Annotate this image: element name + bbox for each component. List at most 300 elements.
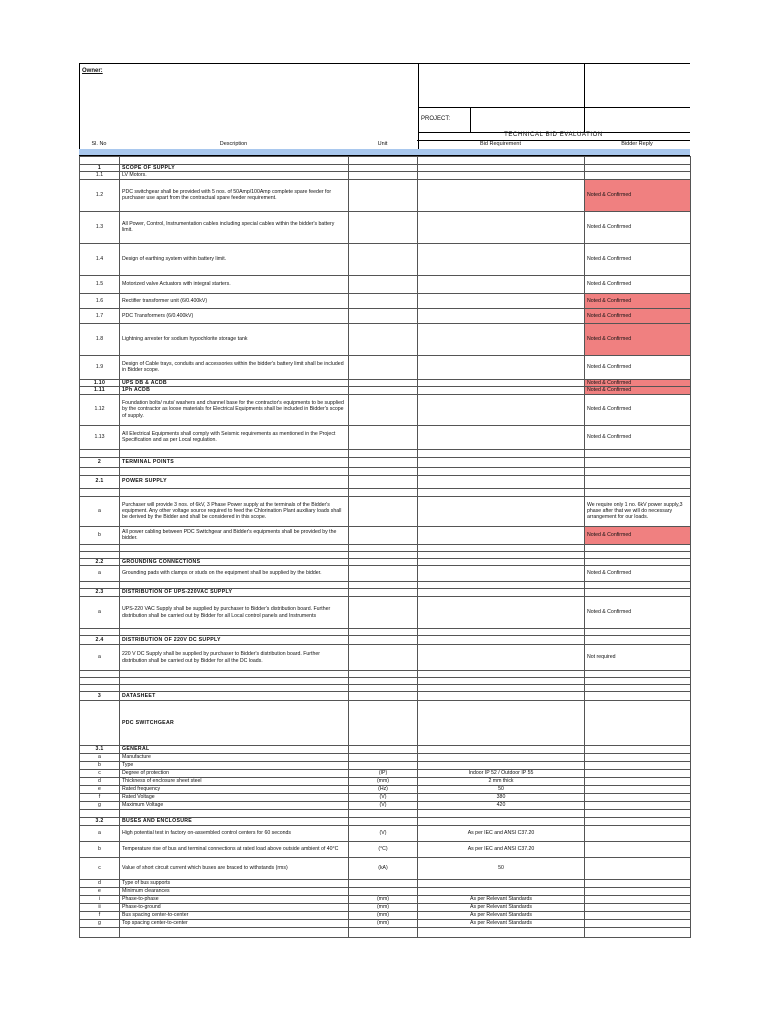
bid-requirement-cell <box>418 762 585 770</box>
bidder-reply-cell: Noted & Confirmed <box>585 425 691 449</box>
table-row <box>80 645 691 671</box>
unit-cell <box>349 692 418 701</box>
unit-cell <box>349 636 418 645</box>
bidder-reply-cell <box>585 770 691 778</box>
bidder-reply-cell <box>585 582 691 589</box>
sl-no-cell: a <box>80 754 120 762</box>
description-cell: High potential test in factory on-assembled control centers for 60 seconds <box>120 826 349 842</box>
table-row <box>80 467 691 475</box>
description-cell: All Power, Control, Instrumentation cables including special cables within the bidder's battery limit. <box>120 211 349 243</box>
bid-requirement-cell <box>418 211 585 243</box>
table-row <box>80 671 691 678</box>
description-cell: Design of Cable trays, conduits and accessories within the bidder's battery limit shall be included in Bidder scope. <box>120 355 349 379</box>
bidder-reply-cell <box>585 842 691 858</box>
sl-no-cell: 2.4 <box>80 636 120 645</box>
bid-requirement-cell <box>418 496 585 526</box>
project-label: PROJECT: <box>421 116 451 122</box>
unit-cell <box>349 425 418 449</box>
bidder-reply-cell <box>585 467 691 475</box>
sl-no-cell: 1.4 <box>80 243 120 275</box>
sl-no-cell: a <box>80 645 120 671</box>
bidder-reply-cell <box>585 629 691 636</box>
description-cell: Bus spacing center-to-center <box>120 912 349 920</box>
sl-no-cell: 1.8 <box>80 323 120 355</box>
bidder-reply-cell <box>585 685 691 692</box>
table-row <box>80 582 691 589</box>
bidder-reply-cell <box>585 880 691 888</box>
sl-no-cell: a <box>80 826 120 842</box>
bid-requirement-cell <box>418 928 585 938</box>
sl-no-cell: g <box>80 920 120 928</box>
bid-requirement-cell: As per Relevant Standards <box>418 912 585 920</box>
sl-no-cell: g <box>80 802 120 810</box>
owner-label: Owner: <box>82 68 103 74</box>
description-cell: 1Ph ACDB <box>120 387 349 394</box>
description-cell: Value of short circuit current which buses are braced to withstands (rms) <box>120 858 349 880</box>
bid-requirement-cell: 2 mm thick <box>418 778 585 786</box>
unit-cell: (kA) <box>349 858 418 880</box>
description-cell: Design of earthing system within battery limit. <box>120 243 349 275</box>
bidder-reply-cell: Noted & Confirmed <box>585 293 691 308</box>
bid-requirement-cell: As per Relevant Standards <box>418 896 585 904</box>
bid-requirement-cell <box>418 589 585 597</box>
sl-no-cell: f <box>80 912 120 920</box>
table-row <box>80 544 691 551</box>
bidder-reply-cell <box>585 544 691 551</box>
table-body <box>80 157 691 938</box>
bidder-reply-cell: Noted & Confirmed <box>585 308 691 323</box>
unit-cell <box>349 880 418 888</box>
sl-no-cell: 1.10 <box>80 379 120 386</box>
sl-no-cell <box>80 488 120 496</box>
bid-requirement-cell <box>418 475 585 488</box>
col-bid-requirement: Bid Requirement <box>480 141 521 147</box>
table-row <box>80 818 691 826</box>
bidder-reply-cell <box>585 157 691 165</box>
bid-requirement-cell <box>418 526 585 544</box>
bid-requirement-cell <box>418 888 585 896</box>
unit-cell <box>349 701 418 746</box>
bid-requirement-cell: As per Relevant Standards <box>418 904 585 912</box>
unit-cell <box>349 582 418 589</box>
table-row <box>80 323 691 355</box>
unit-cell <box>349 746 418 754</box>
table-row <box>80 449 691 457</box>
unit-cell: (V) <box>349 802 418 810</box>
sl-no-cell: c <box>80 858 120 880</box>
unit-cell <box>349 355 418 379</box>
bidder-reply-cell <box>585 746 691 754</box>
table-row <box>80 888 691 896</box>
bidder-reply-cell <box>585 678 691 685</box>
table-row <box>80 379 691 386</box>
bidder-reply-cell: Noted & Confirmed <box>585 243 691 275</box>
bid-requirement-cell: Indoor IP 52 / Outdoor IP 55 <box>418 770 585 778</box>
sl-no-cell: 3 <box>80 692 120 701</box>
description-cell: Degree of protection <box>120 770 349 778</box>
description-cell: Temperature rise of bus and terminal connections at rated load above outside ambient of 40°C <box>120 842 349 858</box>
bid-requirement-cell <box>418 467 585 475</box>
bidder-reply-cell <box>585 896 691 904</box>
bidder-reply-cell <box>585 551 691 558</box>
bid-requirement-cell <box>418 551 585 558</box>
unit-cell <box>349 394 418 425</box>
unit-cell: (IP) <box>349 770 418 778</box>
unit-cell <box>349 243 418 275</box>
unit-cell <box>349 323 418 355</box>
bid-requirement-cell: 380 <box>418 794 585 802</box>
sl-no-cell: a <box>80 566 120 582</box>
sl-no-cell <box>80 544 120 551</box>
bidder-reply-cell <box>585 802 691 810</box>
unit-cell <box>349 645 418 671</box>
bid-requirement-cell <box>418 746 585 754</box>
bid-requirement-cell: 50 <box>418 858 585 880</box>
bidder-reply-cell <box>585 589 691 597</box>
description-cell: POWER SUPPLY <box>120 475 349 488</box>
bid-requirement-cell <box>418 308 585 323</box>
table-row <box>80 928 691 938</box>
sl-no-cell: b <box>80 762 120 770</box>
sl-no-cell: 2.2 <box>80 558 120 565</box>
sl-no-cell: 1.6 <box>80 293 120 308</box>
bid-requirement-cell <box>418 692 585 701</box>
description-cell: Minimum clearances <box>120 888 349 896</box>
sl-no-cell: 1.13 <box>80 425 120 449</box>
bidder-reply-cell: Noted & Confirmed <box>585 566 691 582</box>
bidder-reply-cell: Not required <box>585 645 691 671</box>
unit-cell <box>349 475 418 488</box>
bid-requirement-cell <box>418 558 585 565</box>
unit-cell <box>349 551 418 558</box>
table-row <box>80 566 691 582</box>
bidder-reply-cell: Noted & Confirmed <box>585 394 691 425</box>
table-row <box>80 496 691 526</box>
bidder-reply-cell: Noted & Confirmed <box>585 355 691 379</box>
unit-cell <box>349 818 418 826</box>
description-cell: GROUNDING CONNECTIONS <box>120 558 349 565</box>
table-row <box>80 778 691 786</box>
bid-requirement-cell <box>418 566 585 582</box>
sl-no-cell: c <box>80 770 120 778</box>
sl-no-cell: 1.7 <box>80 308 120 323</box>
unit-cell: (mm) <box>349 920 418 928</box>
description-cell: DATASHEET <box>120 692 349 701</box>
unit-cell <box>349 211 418 243</box>
bid-requirement-cell <box>418 701 585 746</box>
table-row <box>80 526 691 544</box>
bid-requirement-cell: As per IEC and ANSI C37.20 <box>418 826 585 842</box>
sl-no-cell: 1.3 <box>80 211 120 243</box>
bidder-reply-cell <box>585 692 691 701</box>
sl-no-cell: 2.3 <box>80 589 120 597</box>
table-row <box>80 589 691 597</box>
description-cell: Grounding pads with clamps or studs on the equipment shall be supplied by the bidder. <box>120 566 349 582</box>
description-cell: LV Motors. <box>120 172 349 179</box>
description-cell <box>120 678 349 685</box>
unit-cell <box>349 379 418 386</box>
bid-requirement-cell <box>418 355 585 379</box>
table-row <box>80 762 691 770</box>
bid-requirement-cell: As per IEC and ANSI C37.20 <box>418 842 585 858</box>
table-row <box>80 786 691 794</box>
table-row <box>80 770 691 778</box>
table-row <box>80 488 691 496</box>
sl-no-cell: b <box>80 842 120 858</box>
col-description: Description <box>219 141 248 147</box>
sl-no-cell <box>80 449 120 457</box>
unit-cell <box>349 179 418 211</box>
bid-requirement-cell <box>418 544 585 551</box>
sl-no-cell: e <box>80 888 120 896</box>
sl-no-cell: 1.1 <box>80 172 120 179</box>
project-value-cell <box>470 108 691 132</box>
unit-cell <box>349 467 418 475</box>
description-cell <box>120 685 349 692</box>
unit-cell <box>349 488 418 496</box>
sl-no-cell <box>80 810 120 818</box>
table-row <box>80 794 691 802</box>
table-row <box>80 457 691 467</box>
description-cell: Rated Voltage <box>120 794 349 802</box>
bidder-reply-cell <box>585 701 691 746</box>
table-row <box>80 387 691 394</box>
bidder-reply-cell: Noted & Confirmed <box>585 597 691 629</box>
unit-cell: (°C) <box>349 842 418 858</box>
bid-requirement-cell <box>418 165 585 172</box>
unit-cell <box>349 496 418 526</box>
description-cell: Manufacture <box>120 754 349 762</box>
description-cell <box>120 671 349 678</box>
sl-no-cell: 3.2 <box>80 818 120 826</box>
sl-no-cell: d <box>80 778 120 786</box>
unit-cell <box>349 526 418 544</box>
sl-no-cell: b <box>80 526 120 544</box>
bidder-reply-cell <box>585 778 691 786</box>
description-cell: Foundation bolts/ nuts/ washers and channel base for the contractor's equipments to be supplied by the contractor as loose materials for Electrical Equipments shall be included in Bidder's scope of supply. <box>120 394 349 425</box>
description-cell: PDC Transformers (6/0.400kV) <box>120 308 349 323</box>
description-cell: Rated frequency <box>120 786 349 794</box>
table-row <box>80 172 691 179</box>
table-row <box>80 425 691 449</box>
unit-cell: (mm) <box>349 904 418 912</box>
sheet-header <box>79 63 690 154</box>
table-row <box>80 636 691 645</box>
table-row <box>80 802 691 810</box>
table-row <box>80 293 691 308</box>
sl-no-cell <box>80 629 120 636</box>
table-row <box>80 558 691 565</box>
table-row <box>80 880 691 888</box>
bidder-reply-cell <box>585 457 691 467</box>
col-unit: Unit <box>377 141 388 147</box>
bid-requirement-cell: 420 <box>418 802 585 810</box>
sl-no-cell <box>80 467 120 475</box>
bid-requirement-cell <box>418 636 585 645</box>
bidder-reply-cell <box>585 912 691 920</box>
bid-requirement-cell <box>418 243 585 275</box>
description-cell: Type <box>120 762 349 770</box>
unit-cell <box>349 597 418 629</box>
bidder-reply-cell: Noted & Confirmed <box>585 526 691 544</box>
description-cell: SCOPE OF SUPPLY <box>120 165 349 172</box>
description-cell: Motorized valve Actuators with integral starters. <box>120 275 349 293</box>
sl-no-cell <box>80 551 120 558</box>
unit-cell <box>349 589 418 597</box>
description-cell <box>120 629 349 636</box>
bid-requirement-cell <box>418 425 585 449</box>
bidder-reply-cell: Noted & Confirmed <box>585 179 691 211</box>
sl-no-cell: d <box>80 880 120 888</box>
sl-no-cell <box>80 678 120 685</box>
unit-cell <box>349 449 418 457</box>
bid-requirement-cell <box>418 488 585 496</box>
bid-requirement-cell <box>418 754 585 762</box>
description-cell: Lightning arrester for sodium hypochlorite storage tank <box>120 323 349 355</box>
bidder-reply-cell <box>585 928 691 938</box>
sl-no-cell: e <box>80 786 120 794</box>
bid-requirement-cell <box>418 457 585 467</box>
bid-requirement-cell <box>418 157 585 165</box>
bid-requirement-cell <box>418 387 585 394</box>
sl-no-cell: 1 <box>80 165 120 172</box>
bid-requirement-cell <box>418 810 585 818</box>
unit-cell: (mm) <box>349 912 418 920</box>
table-row <box>80 355 691 379</box>
unit-cell <box>349 928 418 938</box>
sl-no-cell: f <box>80 794 120 802</box>
description-cell: Thickness of enclosure sheet steel <box>120 778 349 786</box>
sl-no-cell: a <box>80 496 120 526</box>
table-row <box>80 754 691 762</box>
description-cell <box>120 928 349 938</box>
unit-cell <box>349 558 418 565</box>
unit-cell: (V) <box>349 826 418 842</box>
unit-cell <box>349 165 418 172</box>
bid-requirement-cell <box>418 179 585 211</box>
unit-cell <box>349 157 418 165</box>
description-cell: DISTRIBUTION OF UPS-220VAC SUPPLY <box>120 589 349 597</box>
unit-cell <box>349 275 418 293</box>
table-row <box>80 157 691 165</box>
unit-cell <box>349 629 418 636</box>
bidder-reply-cell <box>585 818 691 826</box>
description-cell <box>120 157 349 165</box>
sl-no-cell: 1.2 <box>80 179 120 211</box>
bid-requirement-cell <box>418 293 585 308</box>
bid-requirement-cell <box>418 394 585 425</box>
bid-requirement-cell <box>418 275 585 293</box>
description-cell <box>120 488 349 496</box>
unit-cell <box>349 566 418 582</box>
description-cell <box>120 449 349 457</box>
sl-no-cell <box>80 685 120 692</box>
description-cell <box>120 810 349 818</box>
unit-cell <box>349 678 418 685</box>
description-cell: Top spacing center-to-center <box>120 920 349 928</box>
table-row <box>80 597 691 629</box>
description-cell: All Electrical Equipments shall comply with Seismic requirements as mentioned in the Project Specification and as per Local regulation. <box>120 425 349 449</box>
bid-requirement-cell <box>418 685 585 692</box>
bid-requirement-cell <box>418 671 585 678</box>
table-row <box>80 394 691 425</box>
bidder-reply-cell <box>585 165 691 172</box>
sl-no-cell <box>80 671 120 678</box>
bidder-reply-cell <box>585 888 691 896</box>
sl-no-cell: 2 <box>80 457 120 467</box>
sl-no-cell: i <box>80 896 120 904</box>
bidder-reply-cell <box>585 558 691 565</box>
header-band <box>79 149 690 156</box>
table-row <box>80 896 691 904</box>
bidder-reply-cell: Noted & Confirmed <box>585 275 691 293</box>
unit-cell: (Hz) <box>349 786 418 794</box>
description-cell: UPS-220 VAC Supply shall be supplied by purchaser to Bidder's distribution board. Further distribution shall be carried out by Bidder for all Local control panels and Instruments <box>120 597 349 629</box>
bid-requirement-cell <box>418 629 585 636</box>
sl-no-cell: 1.5 <box>80 275 120 293</box>
bidder-reply-cell <box>585 858 691 880</box>
unit-cell <box>349 685 418 692</box>
sl-no-cell: 3.1 <box>80 746 120 754</box>
bid-requirement-cell <box>418 449 585 457</box>
bidder-reply-cell: We require only 1 no. 6kV power supply,3 phase after that we will do necessary arrangement for our loads. <box>585 496 691 526</box>
bidder-reply-cell <box>585 449 691 457</box>
description-cell: All power cabling between PDC Switchgear and Bidder's equipments shall be provided by the bidder. <box>120 526 349 544</box>
table-row <box>80 308 691 323</box>
unit-cell <box>349 810 418 818</box>
table-row <box>80 211 691 243</box>
sl-no-cell: 1.12 <box>80 394 120 425</box>
bidder-reply-cell <box>585 810 691 818</box>
table-row <box>80 275 691 293</box>
unit-cell <box>349 293 418 308</box>
bidder-reply-cell <box>585 904 691 912</box>
description-cell: Rectifier transformer unit (6/0.400kV) <box>120 293 349 308</box>
table-row <box>80 858 691 880</box>
description-cell: GENERAL <box>120 746 349 754</box>
evaluation-table <box>79 156 691 938</box>
evaluation-title: TECHNICAL BID EVALUATION <box>417 130 690 141</box>
evaluation-sheet <box>79 63 690 927</box>
table-row <box>80 685 691 692</box>
description-cell: Maximum Voltage <box>120 802 349 810</box>
sl-no-cell <box>80 582 120 589</box>
description-cell: Type of bus supports <box>120 880 349 888</box>
table-row <box>80 912 691 920</box>
sl-no-cell: a <box>80 597 120 629</box>
description-cell: TERMINAL POINTS <box>120 457 349 467</box>
description-cell: Phase-to-phase <box>120 896 349 904</box>
bidder-reply-cell: Noted & Confirmed <box>585 211 691 243</box>
bid-requirement-cell <box>418 379 585 386</box>
bidder-reply-cell <box>585 172 691 179</box>
table-row <box>80 243 691 275</box>
description-cell: PDC switchgear shall be provided with 5 nos. of 50Amp/100Amp complete spare feeder for purchaser use apart from the contractual spare feeder requirement. <box>120 179 349 211</box>
bid-requirement-cell <box>418 323 585 355</box>
col-bidder-reply: Bidder Reply <box>621 141 653 147</box>
table-row <box>80 826 691 842</box>
description-cell <box>120 467 349 475</box>
bidder-reply-cell <box>585 475 691 488</box>
table-row <box>80 678 691 685</box>
table-row <box>80 551 691 558</box>
sl-no-cell: 1.9 <box>80 355 120 379</box>
unit-cell <box>349 457 418 467</box>
bidder-reply-cell <box>585 754 691 762</box>
bid-requirement-cell: 50 <box>418 786 585 794</box>
description-cell <box>120 544 349 551</box>
description-cell: Purchaser will provide 3 nos. of 6kV, 3 Phase Power supply at the terminals of the Bidder's equipment. Any other voltage source required to feed the Chlorination Plant auxiliary loads shall be derived by the Bidder and shall be considered in this scope. <box>120 496 349 526</box>
